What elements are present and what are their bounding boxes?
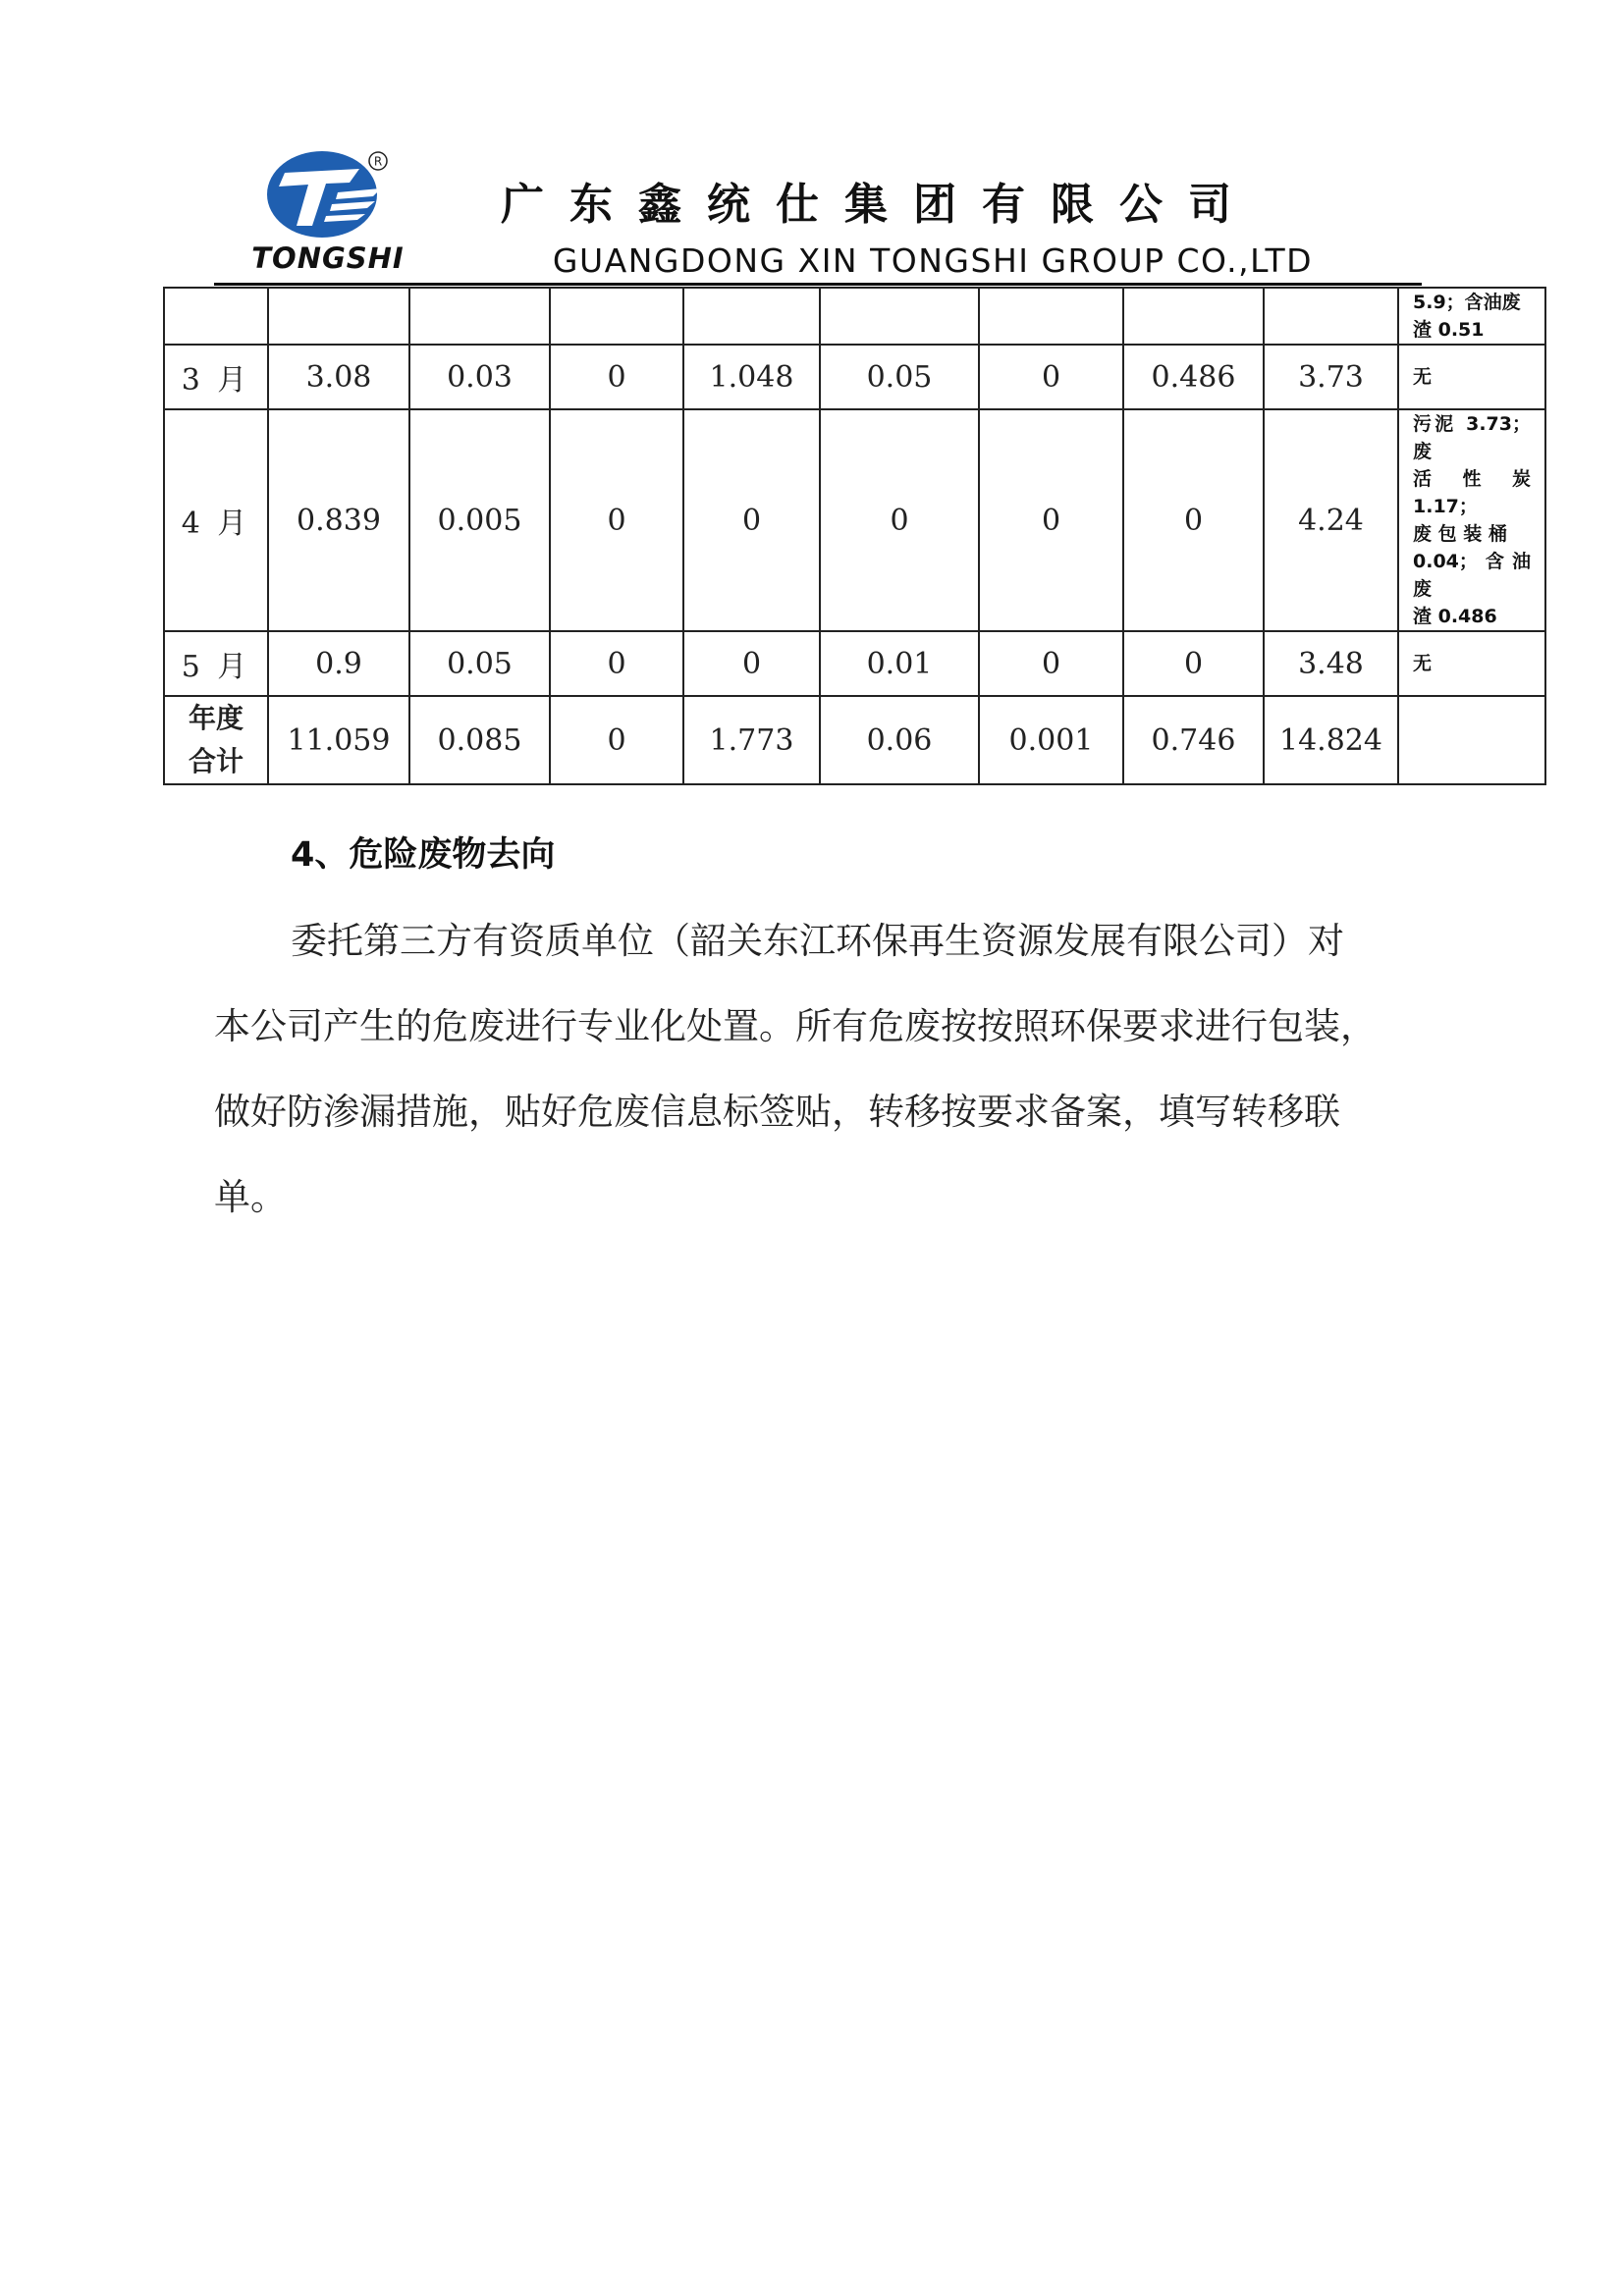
remark-line: 渣 0.486 — [1413, 606, 1497, 627]
table-cell: 0.05 — [820, 345, 979, 409]
row-label — [164, 288, 268, 345]
table-row — [164, 409, 1545, 631]
remark-cell — [1398, 345, 1545, 409]
table-cell: 0.005 — [409, 409, 550, 631]
remark-cell — [1398, 409, 1545, 631]
table-cell: 0 — [550, 696, 683, 784]
remark-cell — [1398, 696, 1545, 784]
table-cell: 0 — [979, 631, 1123, 696]
table-cell: 0.486 — [1123, 345, 1264, 409]
remark-line: 5.9；含油废 — [1413, 292, 1521, 313]
table-cell: 4.24 — [1264, 409, 1398, 631]
table-cell: 0.085 — [409, 696, 550, 784]
table-cell: 0.001 — [979, 696, 1123, 784]
paragraph-line: 做好防渗漏措施，贴好危废信息标签贴，转移按要求备案，填写转移联 — [214, 1091, 1340, 1133]
table-cell — [820, 288, 979, 345]
table-cell — [1264, 288, 1398, 345]
logo-wordmark: TONGSHI — [251, 241, 405, 275]
table-cell — [550, 288, 683, 345]
table-cell: 0 — [1123, 409, 1264, 631]
remark-line: 活性炭 1.17； — [1413, 468, 1531, 517]
registered-mark-icon — [367, 150, 389, 172]
table-cell: 0 — [550, 409, 683, 631]
table-row — [164, 288, 1545, 345]
table-cell: 14.824 — [1264, 696, 1398, 784]
row-label: 4 月 — [164, 409, 268, 631]
row-label — [164, 696, 268, 784]
table-cell: 0 — [550, 345, 683, 409]
remark-cell — [1398, 288, 1545, 345]
table-cell: 0.9 — [268, 631, 409, 696]
remark-line: 污泥 3.73；废 — [1413, 413, 1531, 462]
table-cell: 0.01 — [820, 631, 979, 696]
table-cell: 11.059 — [268, 696, 409, 784]
table-cell: 3.73 — [1264, 345, 1398, 409]
table-row — [164, 345, 1545, 409]
section-heading: 4、危险废物去向 — [291, 835, 556, 875]
table-cell: 0.839 — [268, 409, 409, 631]
table-cell — [409, 288, 550, 345]
table-cell — [268, 288, 409, 345]
table-cell: 0 — [550, 631, 683, 696]
table-cell: 0 — [683, 409, 820, 631]
body-paragraph — [214, 898, 1432, 1240]
remark-line: 无 — [1413, 653, 1433, 674]
table-cell: 0 — [1123, 631, 1264, 696]
remark-cell — [1398, 631, 1545, 696]
row-label: 3 月 — [164, 345, 268, 409]
row-label-line: 年度 — [188, 702, 244, 734]
row-label: 5 月 — [164, 631, 268, 696]
remark-line: 0.04；含油废 — [1413, 551, 1531, 600]
company-name-cn: 广东鑫统仕集团有限公司 — [501, 180, 1257, 230]
table-cell — [1123, 288, 1264, 345]
row-label-line: 合计 — [188, 745, 244, 777]
table-cell: 0.03 — [409, 345, 550, 409]
remark-line: 废 包 装 桶 — [1413, 523, 1507, 545]
table-cell — [979, 288, 1123, 345]
table-cell — [683, 288, 820, 345]
table-row-total — [164, 696, 1545, 784]
letterhead — [0, 0, 1624, 294]
paragraph-line: 本公司产生的危废进行专业化处置。所有危废按按照环保要求进行包装， — [214, 1005, 1377, 1047]
table-cell: 1.048 — [683, 345, 820, 409]
table-cell: 0.05 — [409, 631, 550, 696]
table-cell: 3.48 — [1264, 631, 1398, 696]
table-cell: 0.746 — [1123, 696, 1264, 784]
remark-line: 渣 0.51 — [1413, 319, 1485, 341]
table-row — [164, 631, 1545, 696]
table-cell: 0 — [979, 409, 1123, 631]
paragraph-line: 单。 — [214, 1176, 287, 1218]
table-cell: 0 — [683, 631, 820, 696]
company-name-en: GUANGDONG XIN TONGSHI GROUP CO.,LTD — [552, 241, 1314, 280]
table-cell: 0 — [820, 409, 979, 631]
paragraph-line: 委托第三方有资质单位（韶关东江环保再生资源发展有限公司）对 — [291, 920, 1344, 962]
table-cell: 0.06 — [820, 696, 979, 784]
registered-mark-text: R — [373, 154, 383, 169]
remark-line: 无 — [1413, 366, 1433, 388]
table-cell: 1.773 — [683, 696, 820, 784]
table-cell: 3.08 — [268, 345, 409, 409]
waste-table — [163, 287, 1546, 785]
header-divider — [214, 283, 1422, 286]
table-cell: 0 — [979, 345, 1123, 409]
